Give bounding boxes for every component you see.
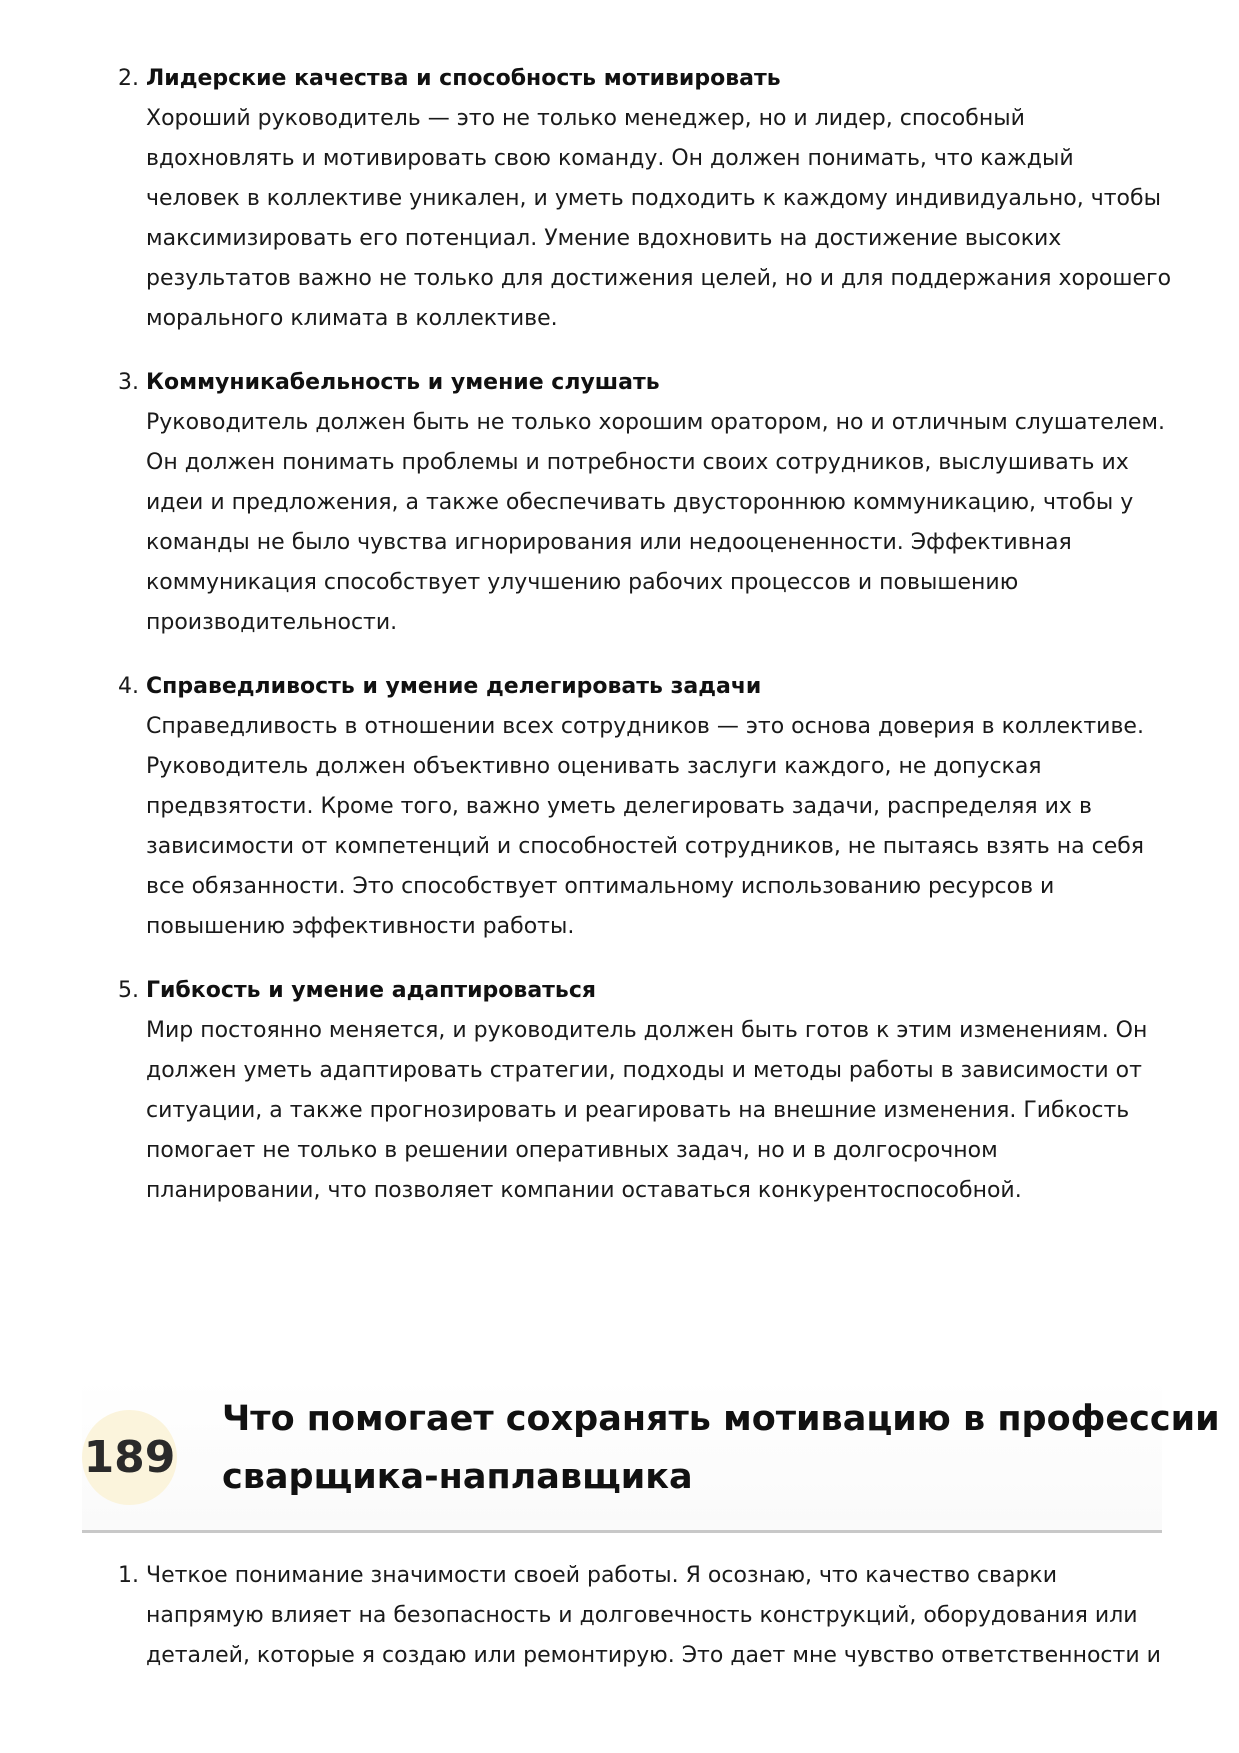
- list-item-number: 4.: [118, 674, 139, 699]
- body-line: ситуации, а также прогнозировать и реагировать на внешние изменения. Гибкость: [146, 1098, 1130, 1123]
- body-line: деталей, которые я создаю или ремонтирую. Это дает мне чувство ответственности и: [146, 1643, 1161, 1668]
- body-line: морального климата в коллективе.: [146, 306, 558, 331]
- section-title-line: сварщика-наплавщика: [222, 1457, 693, 1497]
- body-line: Четкое понимание значимости своей работы. Я осознаю, что качество сварки: [146, 1563, 1057, 1588]
- body-line: Он должен понимать проблемы и потребности своих сотрудников, выслушивать их: [146, 450, 1129, 475]
- body-line: повышению эффективности работы.: [146, 914, 575, 939]
- body-line: вдохновлять и мотивировать свою команду. Он должен понимать, что каждый: [146, 146, 1074, 171]
- list-item-body: [146, 403, 1166, 643]
- section-title: [222, 1390, 1220, 1506]
- list-item: [0, 363, 1239, 635]
- section-number-badge: 189: [82, 1410, 177, 1505]
- body-line: максимизировать его потенциал. Умение вдохновить на достижение высоких: [146, 226, 1062, 251]
- list-item: [0, 1556, 1239, 1676]
- qualities-list: [0, 59, 1239, 1237]
- list-item-body: [146, 1011, 1148, 1211]
- body-line: Руководитель должен быть не только хорошим оратором, но и отличным слушателем.: [146, 410, 1166, 435]
- list-item-number: 1.: [118, 1563, 139, 1588]
- body-line: Хороший руководитель — это не только менеджер, но и лидер, способный: [146, 106, 1025, 131]
- motivation-list: [0, 1556, 1239, 1676]
- list-item: [0, 59, 1239, 331]
- section-header: [82, 1378, 1220, 1533]
- body-line: планировании, что позволяет компании оставаться конкурентоспособной.: [146, 1178, 1022, 1203]
- list-item-number: 2.: [118, 66, 139, 91]
- section-title-line: Что помогает сохранять мотивацию в профессии: [222, 1399, 1220, 1439]
- body-line: напрямую влияет на безопасность и долговечность конструкций, оборудования или: [146, 1603, 1138, 1628]
- body-line: должен уметь адаптировать стратегии, подходы и методы работы в зависимости от: [146, 1058, 1142, 1083]
- body-line: результатов важно не только для достижения целей, но и для поддержания хорошего: [146, 266, 1172, 291]
- list-item-title: Справедливость и умение делегировать задачи: [146, 674, 762, 699]
- body-line: коммуникация способствует улучшению рабочих процессов и повышению: [146, 570, 1019, 595]
- body-line: Руководитель должен объективно оценивать заслуги каждого, не допуская: [146, 754, 1042, 779]
- body-line: помогает не только в решении оперативных задач, но и в долгосрочном: [146, 1138, 998, 1163]
- body-line: Мир постоянно меняется, и руководитель должен быть готов к этим изменениям. Он: [146, 1018, 1148, 1043]
- list-item-number: 3.: [118, 370, 139, 395]
- body-line: предвзятости. Кроме того, важно уметь делегировать задачи, распределяя их в: [146, 794, 1092, 819]
- list-item-body: [146, 1556, 1161, 1676]
- list-item: [0, 667, 1239, 939]
- list-item: [0, 971, 1239, 1203]
- body-line: команды не было чувства игнорирования или недооцененности. Эффективная: [146, 530, 1072, 555]
- list-item-body: [146, 707, 1143, 947]
- body-line: Справедливость в отношении всех сотрудников — это основа доверия в коллективе.: [146, 714, 1144, 739]
- body-line: человек в коллективе уникален, и уметь подходить к каждому индивидуально, чтобы: [146, 186, 1161, 211]
- list-item-body: [146, 99, 1172, 339]
- body-line: все обязанности. Это способствует оптимальному использованию ресурсов и: [146, 874, 1055, 899]
- body-line: идеи и предложения, а также обеспечивать двустороннюю коммуникацию, чтобы у: [146, 490, 1134, 515]
- list-item-number: 5.: [118, 978, 139, 1003]
- list-item-title: Гибкость и умение адаптироваться: [146, 978, 597, 1003]
- body-line: производительности.: [146, 610, 398, 635]
- list-item-title: Лидерские качества и способность мотивировать: [146, 66, 781, 91]
- list-item-title: Коммуникабельность и умение слушать: [146, 370, 660, 395]
- body-line: зависимости от компетенций и способностей сотрудников, не пытаясь взять на себя: [146, 834, 1145, 859]
